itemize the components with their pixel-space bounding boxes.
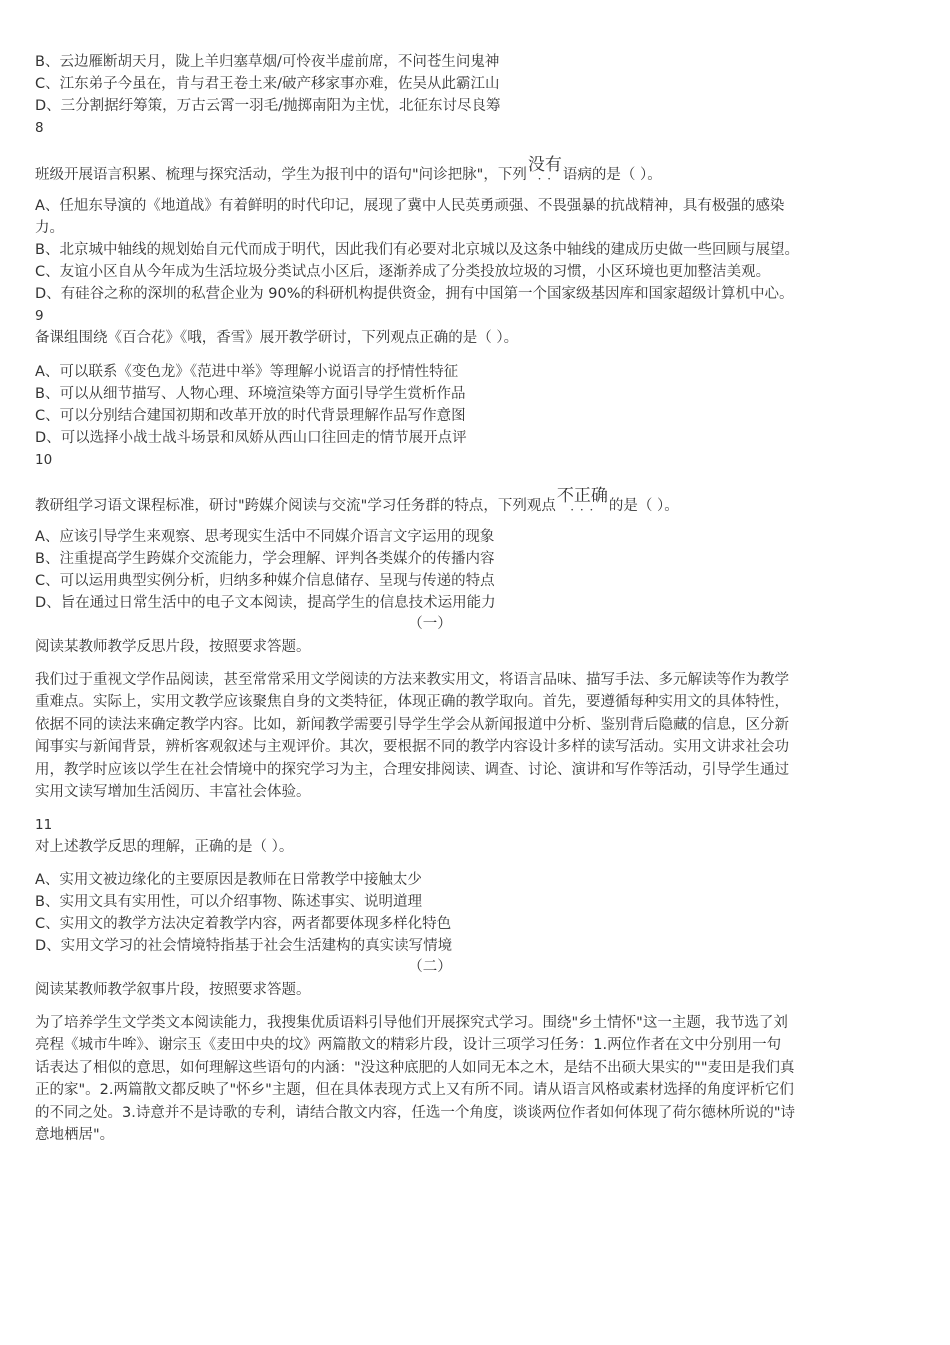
section-1-passage: [35, 669, 820, 803]
stem-text-after: 语病的是（ ）。: [562, 167, 662, 183]
passage-line: 重难点。实际上，实用文教学应该聚焦自身的文类特征，体现正确的教学取向。首先，要遵循每种实用文的具体特性，: [35, 694, 789, 711]
passage-line: 为了培养学生文学类文本阅读能力，我搜集优质语料引导他们开展探究式学习。围绕"乡土情怀"这一主题，我节选了刘: [35, 1015, 788, 1031]
q9-option-a: A、可以联系《变色龙》《范进中举》等理解小说语言的抒情性特征: [35, 364, 459, 380]
q11-option-d: D、实用文学习的社会情境特指基于社会生活建构的真实读写情境: [35, 938, 453, 954]
passage-line: 亮程《城市牛哞》、谢宗玉《麦田中央的坟》两篇散文的精彩片段，设计三项学习任务：1.两位作者在文中分别用一句: [35, 1037, 782, 1054]
q10-option-b: B、注重提高学生跨媒介交流能力，学会理解、评判各类媒介的传播内容: [35, 551, 495, 567]
section-heading-2: （二）: [408, 959, 452, 975]
q9-option-b: B、可以从细节描写、人物心理、环境渲染等方面引导学生赏析作品: [35, 386, 466, 402]
stem-text-after: 的是（ ）。: [608, 498, 679, 514]
emphasis-mark-text: 没有 · ·: [528, 156, 562, 174]
passage-line: 闻事实与新闻背景，辨析客观叙述与主观评价。其次，要根据不同的教学内容设计多样的读写活动。实用文讲求社会功: [35, 739, 789, 756]
passage-line: 话表达了相似的意思，如何理解这些语句的内涵："没这种底肥的人如同无本之木，是结不出硕大果实的""麦田是我们真: [35, 1059, 795, 1076]
q8-option-d: D、有硅谷之称的深圳的私营企业为 90%的科研机构提供资金，拥有中国第一个国家级基因库和国家超级计算机中心。: [35, 286, 794, 302]
q9-option-d: D、可以选择小战士战斗场景和凤娇从西山口往回走的情节展开点评: [35, 430, 467, 446]
emphasis-mark-text: 不正确 · · ·: [557, 487, 608, 505]
passage-line: 用，教学时应该以学生在社会情境中的探究学习为主，合理安排阅读、调查、讨论、演讲和写作等活动，引导学生通过: [35, 761, 789, 778]
stem-text-before: 班级开展语言积累、梳理与探究活动，学生为报刊中的语句"问诊把脉"，下列: [35, 167, 527, 183]
section-1-instruction: 阅读某教师教学反思片段，按照要求答题。: [35, 639, 311, 655]
q9-option-c: C、可以分别结合建国初期和改革开放的时代背景理解作品写作意图: [35, 408, 466, 424]
q10-option-c: C、可以运用典型实例分析，归纳多种媒介信息储存、呈现与传递的特点: [35, 573, 495, 589]
q11-option-b: B、实用文具有实用性，可以介绍事物、陈述事实、说明道理: [35, 894, 422, 910]
question-number-8: 8: [35, 120, 44, 136]
passage-line: 意地栖居"。: [35, 1127, 115, 1144]
q11-option-c: C、实用文的教学方法决定着教学内容，两者都要体现多样化特色: [35, 916, 452, 932]
question-stem-9: 备课组围绕《百合花》《哦，香雪》展开教学研讨，下列观点正确的是（ ）。: [35, 330, 519, 346]
section-2-instruction: 阅读某教师教学叙事片段，按照要求答题。: [35, 982, 311, 998]
q10-option-d: D、旨在通过日常生活中的电子文本阅读，提高学生的信息技术运用能力: [35, 595, 496, 611]
passage-line: 依据不同的读法来确定教学内容。比如，新闻教学需要引导学生学会从新闻报道中分析、鉴别背后隐藏的信息，区分新: [35, 716, 789, 733]
q10-option-a: A、应该引导学生来观察、思考现实生活中不同媒介语言文字运用的现象: [35, 529, 495, 545]
passage-line: 的不同之处。3.诗意并不是诗歌的专利，请结合散文内容，任选一个角度，谈谈两位作者如何体现了荷尔德林所说的"诗: [35, 1104, 795, 1121]
question-number-9: 9: [35, 308, 44, 324]
section-heading-1: （一）: [408, 616, 452, 632]
section-2-passage: [35, 1012, 820, 1146]
q8-option-a-continued: 力。: [35, 220, 64, 236]
question-stem-11: 对上述教学反思的理解，正确的是（ ）。: [35, 839, 294, 855]
question-number-11: 11: [35, 817, 53, 833]
passage-line: 正的家"。2.两篇散文都反映了"怀乡"主题，但在具体表现方式上又有所不同。请从语言风格或素材选择的角度评析它们: [35, 1082, 794, 1099]
passage-line: 我们过于重视文学作品阅读，甚至常常采用文学阅读的方法来教实用文，将语言品味、描写手法、多元解读等作为教学: [35, 672, 789, 688]
passage-line: 实用文读写增加生活阅历、丰富社会体验。: [35, 784, 311, 801]
q7-option-d: D、三分割据纡筹策，万古云霄一羽毛/抛掷南阳为主忧，北征东讨尽良筹: [35, 98, 501, 114]
q11-option-a: A、实用文被边缘化的主要原因是教师在日常教学中接触太少: [35, 872, 422, 888]
q7-option-b: B、云边雁断胡天月，陇上羊归塞草烟/可怜夜半虚前席，不问苍生问鬼神: [35, 54, 500, 70]
q7-option-c: C、江东弟子今虽在，肯与君王卷土来/破产移家事亦难，佐吴从此霸江山: [35, 76, 500, 92]
q8-option-c: C、友谊小区自从今年成为生活垃圾分类试点小区后，逐渐养成了分类投放垃圾的习惯，小区环境也更加整洁美观。: [35, 264, 771, 280]
question-stem-10: [35, 487, 679, 517]
question-number-10: 10: [35, 452, 53, 468]
stem-text-before: 教研组学习语文课程标准，研讨"跨媒介阅读与交流"学习任务群的特点，下列观点: [35, 498, 556, 514]
q8-option-b: B、北京城中轴线的规划始自元代而成于明代，因此我们有必要对北京城以及这条中轴线的建成历史做一些回顾与展望。: [35, 242, 799, 258]
q8-option-a: A、任旭东导演的《地道战》有着鲜明的时代印记，展现了冀中人民英勇顽强、不畏强暴的抗战精神，具有极强的感染: [35, 198, 785, 214]
question-stem-8: [35, 156, 662, 186]
